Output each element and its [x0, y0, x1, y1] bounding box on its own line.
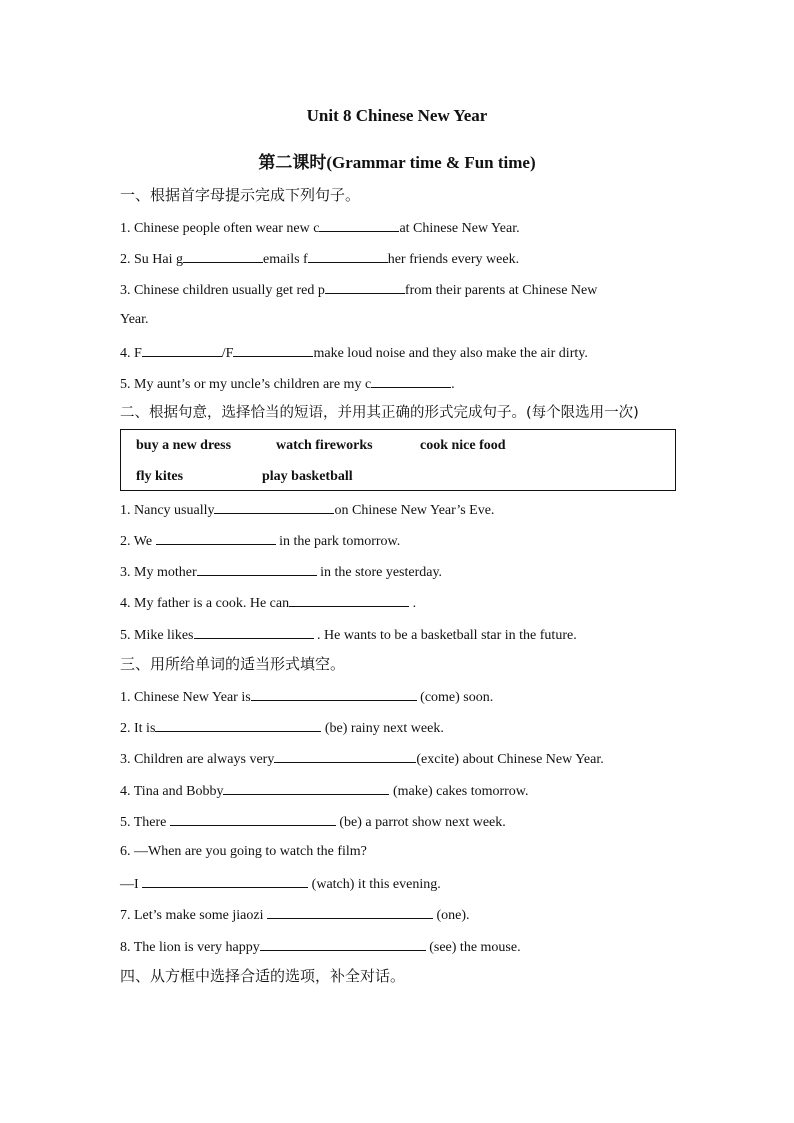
answer-blank[interactable] — [197, 561, 317, 576]
answer-blank[interactable] — [274, 748, 416, 763]
answer-blank[interactable] — [371, 373, 451, 388]
s1-q2-text-pre: 2. Su Hai g — [120, 252, 183, 267]
s3-question-6: 6. —When are you going to watch the film? — [120, 844, 367, 859]
s3-q2-text-pre: 2. It is — [120, 721, 156, 736]
answer-blank[interactable] — [260, 936, 426, 951]
s2-q2-text-pre: 2. We — [120, 534, 156, 549]
s1-question-1 — [120, 217, 676, 239]
s3-q6-text-pre: —I — [120, 877, 143, 892]
s3-q1-text-post: (come) soon. — [416, 690, 494, 705]
s1-q2-text-mid: emails f — [263, 252, 308, 267]
section3-heading: 三、用所给单词的适当形式填空。 — [120, 655, 346, 673]
s1-question-2 — [120, 248, 676, 270]
s3-q8-text-post: (see) the mouse. — [425, 940, 521, 955]
phrase-option: buy a new dress — [136, 438, 232, 453]
phrase-option: cook nice food — [420, 438, 506, 453]
s3-q3-text-pre: 3. Children are always very — [120, 752, 275, 767]
s3-q2-text-post: (be) rainy next week. — [321, 721, 444, 736]
section2-heading: 二、根据句意，选择恰当的短语，并用其正确的形式完成句子。(每个限选用一次) — [120, 405, 639, 421]
s3-question-6-answer — [120, 873, 676, 895]
s3-q5-text-pre: 5. There — [120, 815, 170, 830]
s3-q4-text-pre: 4. Tina and Bobby — [120, 784, 224, 799]
answer-blank[interactable] — [267, 904, 433, 919]
s2-q5-text-post: . He wants to be a basketball star in the future. — [313, 628, 577, 643]
s2-question-5 — [120, 624, 676, 646]
s1-q3-continuation: Year. — [120, 312, 149, 327]
s3-question-7 — [120, 904, 676, 926]
s3-q4-text-post: (make) cakes tomorrow. — [389, 784, 529, 799]
s1-question-5 — [120, 373, 676, 395]
s3-question-4 — [120, 780, 676, 802]
s1-q4-text-post: make loud noise and they also make the air dirty. — [313, 346, 588, 361]
answer-blank[interactable] — [308, 248, 388, 263]
s2-q4-text-pre: 4. My father is a cook. He can — [120, 596, 290, 611]
s1-q3-text-post: from their parents at Chinese New — [404, 283, 598, 298]
s2-q1-text-post: on Chinese New Year’s Eve. — [334, 503, 495, 518]
s2-q5-text-pre: 5. Mike likes — [120, 628, 194, 643]
s3-q1-text-pre: 1. Chinese New Year is — [120, 690, 251, 705]
s2-question-1 — [120, 499, 676, 521]
answer-blank[interactable] — [156, 530, 276, 545]
s3-q5-text-post: (be) a parrot show next week. — [335, 815, 506, 830]
answer-blank[interactable] — [142, 342, 222, 357]
phrase-box — [120, 429, 676, 491]
answer-blank[interactable] — [251, 686, 417, 701]
lesson-title: 第二课时(Grammar time & Fun time) — [258, 153, 536, 172]
s3-question-8 — [120, 936, 676, 958]
s3-question-5 — [120, 811, 676, 833]
answer-blank[interactable] — [233, 342, 313, 357]
s2-question-4 — [120, 592, 676, 614]
s1-question-3 — [120, 279, 676, 301]
s1-q5-text-pre: 5. My aunt’s or my uncle’s children are my c — [120, 377, 372, 392]
s3-q8-text-pre: 8. The lion is very happy — [120, 940, 260, 955]
s1-q4-text-pre: 4. F — [120, 346, 142, 361]
answer-blank[interactable] — [142, 873, 308, 888]
phrase-option: fly kites — [136, 469, 184, 484]
phrase-option: play basketball — [262, 469, 353, 484]
s2-q1-text-pre: 1. Nancy usually — [120, 503, 215, 518]
answer-blank[interactable] — [319, 217, 399, 232]
unit-title: Unit 8 Chinese New Year — [306, 106, 488, 125]
section4-heading: 四、从方框中选择合适的选项，补全对话。 — [120, 967, 406, 985]
s3-q6-text-post: (watch) it this evening. — [308, 877, 441, 892]
s2-q3-text-pre: 3. My mother — [120, 565, 197, 580]
s1-q3-text-pre: 3. Chinese children usually get red p — [120, 283, 325, 298]
s3-q3-text-post: (excite) about Chinese New Year. — [416, 752, 604, 767]
s1-q2-text-post: her friends every week. — [387, 252, 520, 267]
answer-blank[interactable] — [214, 499, 334, 514]
section1-heading: 一、根据首字母提示完成下列句子。 — [120, 186, 361, 204]
s2-question-2 — [120, 530, 676, 552]
s3-question-2 — [120, 717, 676, 739]
answer-blank[interactable] — [289, 592, 409, 607]
answer-blank[interactable] — [223, 780, 389, 795]
s2-question-3 — [120, 561, 676, 583]
s1-q1-text-post: at Chinese New Year. — [399, 221, 520, 236]
s3-question-3 — [120, 748, 676, 770]
s2-q3-text-post: in the store yesterday. — [316, 565, 443, 580]
s1-q4-text-mid: /F — [221, 346, 234, 361]
phrase-option: watch fireworks — [276, 438, 373, 453]
answer-blank[interactable] — [194, 624, 314, 639]
s1-question-4 — [120, 342, 676, 364]
answer-blank[interactable] — [183, 248, 263, 263]
answer-blank[interactable] — [170, 811, 336, 826]
s2-q2-text-post: in the park tomorrow. — [275, 534, 401, 549]
answer-blank[interactable] — [155, 717, 321, 732]
answer-blank[interactable] — [325, 279, 405, 294]
s1-q1-text-pre: 1. Chinese people often wear new c — [120, 221, 320, 236]
s2-q4-text-post: . — [409, 596, 417, 611]
s3-question-1 — [120, 686, 676, 708]
s1-q5-text-post: . — [451, 377, 455, 392]
s3-q7-text-pre: 7. Let’s make some jiaozi — [120, 908, 267, 923]
s3-q7-text-post: (one). — [432, 908, 470, 923]
